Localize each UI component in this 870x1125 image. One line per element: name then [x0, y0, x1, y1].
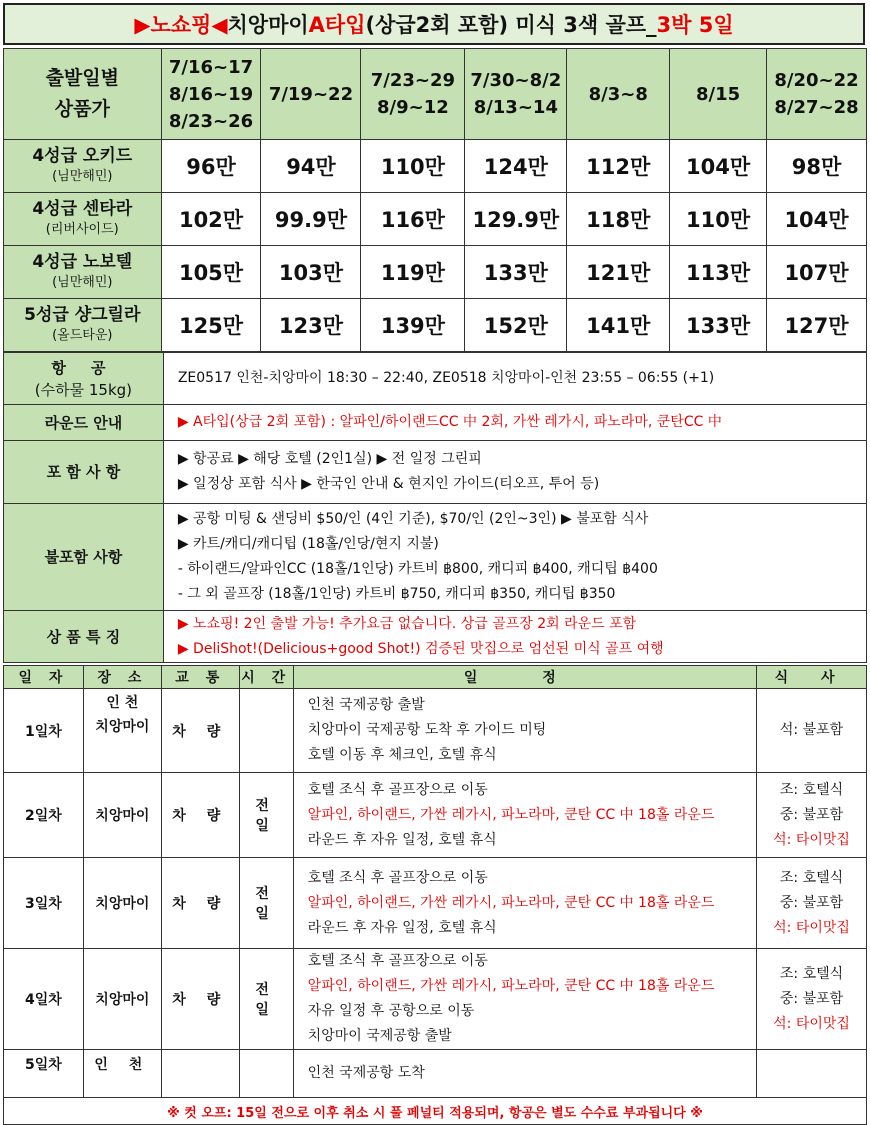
- price-cell: 125만: [161, 299, 261, 352]
- plan-line-round: 알파인, 하이랜드, 가싼 레가시, 파노라마, 쿤탄 CC 中 18홀 라운드: [307, 806, 715, 823]
- transport-cell: 차 량: [161, 773, 239, 858]
- include-info: [163, 441, 866, 504]
- plan-line: 인천 국제공항 도착: [307, 1065, 425, 1081]
- meal-cell: [757, 689, 867, 773]
- place-cell: 치앙마이: [83, 773, 161, 858]
- schedule-row-day1: [4, 689, 867, 773]
- hotel-area: (님만해민): [52, 275, 113, 290]
- day-label: 1일차: [4, 689, 84, 773]
- plan-line: 치앙마이 국제공항 도착 후 가이드 미팅: [307, 722, 547, 738]
- price-cell: 152만: [465, 299, 567, 352]
- schedule-header-row: [4, 666, 867, 689]
- round-info: ▶ A타입(상급 2회 포함) : 알파인/하이랜드CC 中 2회, 가싼 레가시, 파노라마, 쿤탄CC 中: [163, 405, 866, 441]
- place-cell: 치앙마이: [83, 949, 161, 1050]
- date-range: 8/27~28: [774, 97, 859, 118]
- hotel-name-cell: [4, 299, 162, 352]
- include-line: ▶ 일정상 포함 식사 ▶ 한국인 안내 & 현지인 가이드(티오프, 투어 등): [177, 476, 600, 492]
- meal-line: 조: 호텔식: [779, 965, 844, 982]
- flight-label-main: 항 공: [51, 358, 116, 377]
- schedule-row-day2: [4, 773, 867, 858]
- day-label: 5일차: [4, 1050, 84, 1098]
- meal-cell: [757, 949, 867, 1050]
- price-cell: 118만: [567, 193, 670, 246]
- price-cell: 129.9만: [465, 193, 567, 246]
- plan-cell: [293, 949, 756, 1050]
- transport-cell: [161, 1050, 239, 1098]
- price-cell: 110만: [361, 140, 465, 193]
- price-cell: 105만: [161, 246, 261, 299]
- hotel-name: 4성급 센타라: [32, 199, 133, 219]
- meal-line: 조: 호텔식: [779, 869, 844, 886]
- date-range: 8/20~22: [774, 70, 859, 91]
- title-type: A타입: [308, 13, 366, 37]
- price-cell: 94만: [261, 140, 361, 193]
- exclude-info: [163, 504, 866, 611]
- place-cell: 인 천: [83, 1050, 161, 1098]
- plan-line: 인천 국제공항 출발: [307, 697, 425, 713]
- date-range: 8/15: [696, 83, 741, 105]
- header-time: 시 간: [239, 666, 293, 689]
- flight-label-baggage: (수하물 15kg): [34, 380, 133, 399]
- transport-cell: 차 량: [161, 949, 239, 1050]
- cancellation-note: ※ 컷 오프: 15일 전으로 이후 취소 시 풀 페널티 적용되며, 항공은 별도 수수료 부과됩니다 ※: [4, 1098, 867, 1125]
- day-label: 3일차: [4, 858, 84, 949]
- date-range: 7/16~17: [168, 56, 254, 78]
- price-cell: 141만: [567, 299, 670, 352]
- date-range: 8/13~14: [473, 97, 558, 118]
- feature-line: ▶ 노쇼핑! 2인 출발 가능! 추가요금 없습니다. 상급 골프장 2회 라운드 포함: [177, 615, 637, 632]
- price-cell: 103만: [261, 246, 361, 299]
- flight-label: [4, 353, 164, 405]
- price-cell: 104만: [767, 193, 867, 246]
- plan-line: 호텔 조식 후 골프장으로 이동: [307, 781, 488, 798]
- date-range: 7/19~22: [268, 83, 354, 105]
- include-label: 포 함 사 항: [4, 441, 164, 504]
- price-cell: 139만: [361, 299, 465, 352]
- meal-cell: [757, 858, 867, 949]
- hotel-name: 4성급 오키드: [32, 146, 133, 166]
- transport-cell: 차 량: [161, 689, 239, 773]
- price-cell: 133만: [670, 299, 767, 352]
- time-cell: [239, 689, 293, 773]
- flight-info: ZE0517 인천-치앙마이 18:30 – 22:40, ZE0518 치앙마이-인천 23:55 – 06:55 (+1): [163, 353, 866, 405]
- price-cell: 127만: [767, 299, 867, 352]
- include-line: ▶ 항공료 ▶ 해당 호텔 (2인1실) ▶ 전 일정 그린피: [177, 451, 482, 467]
- hotel-row-shangrila: [4, 299, 867, 352]
- date-column-4: [465, 49, 567, 140]
- place-cell: [83, 689, 161, 773]
- header-transport: 교 통: [161, 666, 239, 689]
- price-cell: 96만: [161, 140, 261, 193]
- hotel-name-cell: [4, 246, 162, 299]
- plan-line: 치앙마이 국제공항 출발: [307, 1028, 452, 1044]
- info-table: [3, 352, 867, 663]
- transport-cell: 차 량: [161, 858, 239, 949]
- price-cell: 102만: [161, 193, 261, 246]
- place-cell: 치앙마이: [83, 858, 161, 949]
- date-column-6: [670, 49, 767, 140]
- price-cell: 124만: [465, 140, 567, 193]
- schedule-row-day4: [4, 949, 867, 1050]
- flight-row: [4, 353, 867, 405]
- meal-line: 석: 타이맛집: [773, 919, 850, 936]
- hotel-row-novotel: [4, 246, 867, 299]
- date-column-1: [161, 49, 261, 140]
- price-cell: 123만: [261, 299, 361, 352]
- feature-label: 상 품 특 징: [4, 611, 164, 663]
- plan-line: 호텔 조식 후 골프장으로 이동: [307, 869, 488, 886]
- exclude-line: ▶ 카트/캐디/캐디팁 (18홀/인당/현지 지불): [177, 536, 439, 552]
- date-range: 8/3~8: [588, 83, 648, 105]
- feature-line: ▶ DeliShot!(Delicious+good Shot!) 검증된 맛집으로 엄선된 미식 골프 여행: [177, 640, 664, 657]
- price-cell: 98만: [767, 140, 867, 193]
- price-header-label: [4, 49, 162, 140]
- plan-line-round: 알파인, 하이랜드, 가싼 레가시, 파노라마, 쿤탄 CC 中 18홀 라운드: [307, 978, 715, 994]
- place-name: 치앙마이: [95, 719, 150, 735]
- date-column-5: [567, 49, 670, 140]
- price-cell: 119만: [361, 246, 465, 299]
- date-range: 8/23~26: [168, 110, 254, 132]
- price-cell: 116만: [361, 193, 465, 246]
- header-label-line2: 상품가: [54, 98, 110, 120]
- schedule-table: [3, 665, 867, 1125]
- title-description: (상급2회 포함) 미식 3색 골프_: [365, 13, 657, 37]
- cancellation-note-row: [4, 1098, 867, 1125]
- meal-line: 중: 불포함: [779, 990, 844, 1007]
- feature-info: [163, 611, 866, 663]
- exclude-line: - 하이랜드/알파인CC (18홀/1인당) 카트비 ฿800, 캐디피 ฿400, 캐디팁 ฿400: [177, 561, 658, 577]
- price-cell: 107만: [767, 246, 867, 299]
- schedule-row-day3: [4, 858, 867, 949]
- header-place: 장 소: [83, 666, 161, 689]
- price-cell: 121만: [567, 246, 670, 299]
- hotel-name-cell: [4, 193, 162, 246]
- schedule-row-day5: [4, 1050, 867, 1098]
- date-column-2: [261, 49, 361, 140]
- time-cell: 전 일: [239, 773, 293, 858]
- price-cell: 112만: [567, 140, 670, 193]
- date-range: 7/23~29: [370, 70, 456, 91]
- day-label: 2일차: [4, 773, 84, 858]
- plan-cell: [293, 858, 756, 949]
- meal-line: 석: 타이맛집: [773, 831, 850, 848]
- meal-line: 조: 호텔식: [779, 781, 844, 798]
- plan-cell: [293, 773, 756, 858]
- hotel-area: (님만해민): [52, 169, 113, 184]
- plan-cell: [293, 1050, 756, 1098]
- round-row: [4, 405, 867, 441]
- hotel-name: 4성급 노보텔: [32, 252, 133, 272]
- include-row: [4, 441, 867, 504]
- date-column-3: [361, 49, 465, 140]
- meal-cell: [757, 1050, 867, 1098]
- hotel-name: 5성급 샹그릴라: [24, 305, 141, 325]
- meal-cell: [757, 773, 867, 858]
- plan-line-round: 알파인, 하이랜드, 가싼 레가시, 파노라마, 쿤탄 CC 中 18홀 라운드: [307, 894, 715, 911]
- day-label: 4일차: [4, 949, 84, 1050]
- hotel-area: (올드타운): [52, 328, 113, 343]
- date-range: 8/9~12: [377, 97, 449, 118]
- hotel-name-cell: [4, 140, 162, 193]
- title-destination: 치앙마이: [227, 13, 309, 37]
- hotel-row-orchid: [4, 140, 867, 193]
- price-cell: 133만: [465, 246, 567, 299]
- exclude-row: [4, 504, 867, 611]
- plan-line: 라운드 후 자유 일정, 호텔 휴식: [307, 831, 497, 848]
- feature-row: [4, 611, 867, 663]
- exclude-line: ▶ 공항 미팅 & 샌딩비 $50/인 (4인 기준), $70/인 (2인~3인) ▶ 불포함 식사: [177, 511, 649, 527]
- date-column-7: [767, 49, 867, 140]
- meal-line: 석: 타이맛집: [773, 1015, 850, 1032]
- time-cell: 전 일: [239, 858, 293, 949]
- price-header-row: [4, 49, 867, 140]
- price-cell: 99.9만: [261, 193, 361, 246]
- meal-line: 중: 불포함: [779, 894, 844, 911]
- plan-line: 호텔 이동 후 체크인, 호텔 휴식: [307, 747, 497, 763]
- place-name: 인 천: [106, 695, 139, 711]
- exclude-line: - 그 외 골프장 (18홀/1인당) 카트비 ฿750, 캐디피 ฿350, 캐디팁 ฿350: [177, 586, 616, 602]
- time-cell: [239, 1050, 293, 1098]
- price-cell: 110만: [670, 193, 767, 246]
- hotel-row-centara: [4, 193, 867, 246]
- plan-cell: [293, 689, 756, 773]
- exclude-label: 불포함 사항: [4, 504, 164, 611]
- meal-line: 석: 불포함: [779, 722, 844, 738]
- price-cell: 104만: [670, 140, 767, 193]
- plan-line: 라운드 후 자유 일정, 호텔 휴식: [307, 919, 497, 936]
- title-duration: 3박 5일: [656, 13, 734, 37]
- plan-line: 호텔 조식 후 골프장으로 이동: [307, 953, 488, 969]
- header-label-line1: 출발일별: [45, 67, 119, 89]
- meal-line: 중: 불포함: [779, 806, 844, 823]
- price-table: [3, 48, 867, 352]
- page-title: [3, 3, 865, 45]
- price-cell: 113만: [670, 246, 767, 299]
- plan-line: 자유 일정 후 공항으로 이동: [307, 1003, 475, 1019]
- time-cell: 전 일: [239, 949, 293, 1050]
- date-range: 7/30~8/2: [470, 70, 562, 91]
- header-meal: 식 사: [757, 666, 867, 689]
- date-range: 8/16~19: [168, 83, 254, 105]
- round-label: 라운드 안내: [4, 405, 164, 441]
- hotel-area: (리버사이드): [45, 222, 119, 237]
- title-no-shopping: ▶노쇼핑◀: [134, 13, 228, 37]
- header-day: 일 자: [4, 666, 84, 689]
- header-plan: 일 정: [293, 666, 756, 689]
